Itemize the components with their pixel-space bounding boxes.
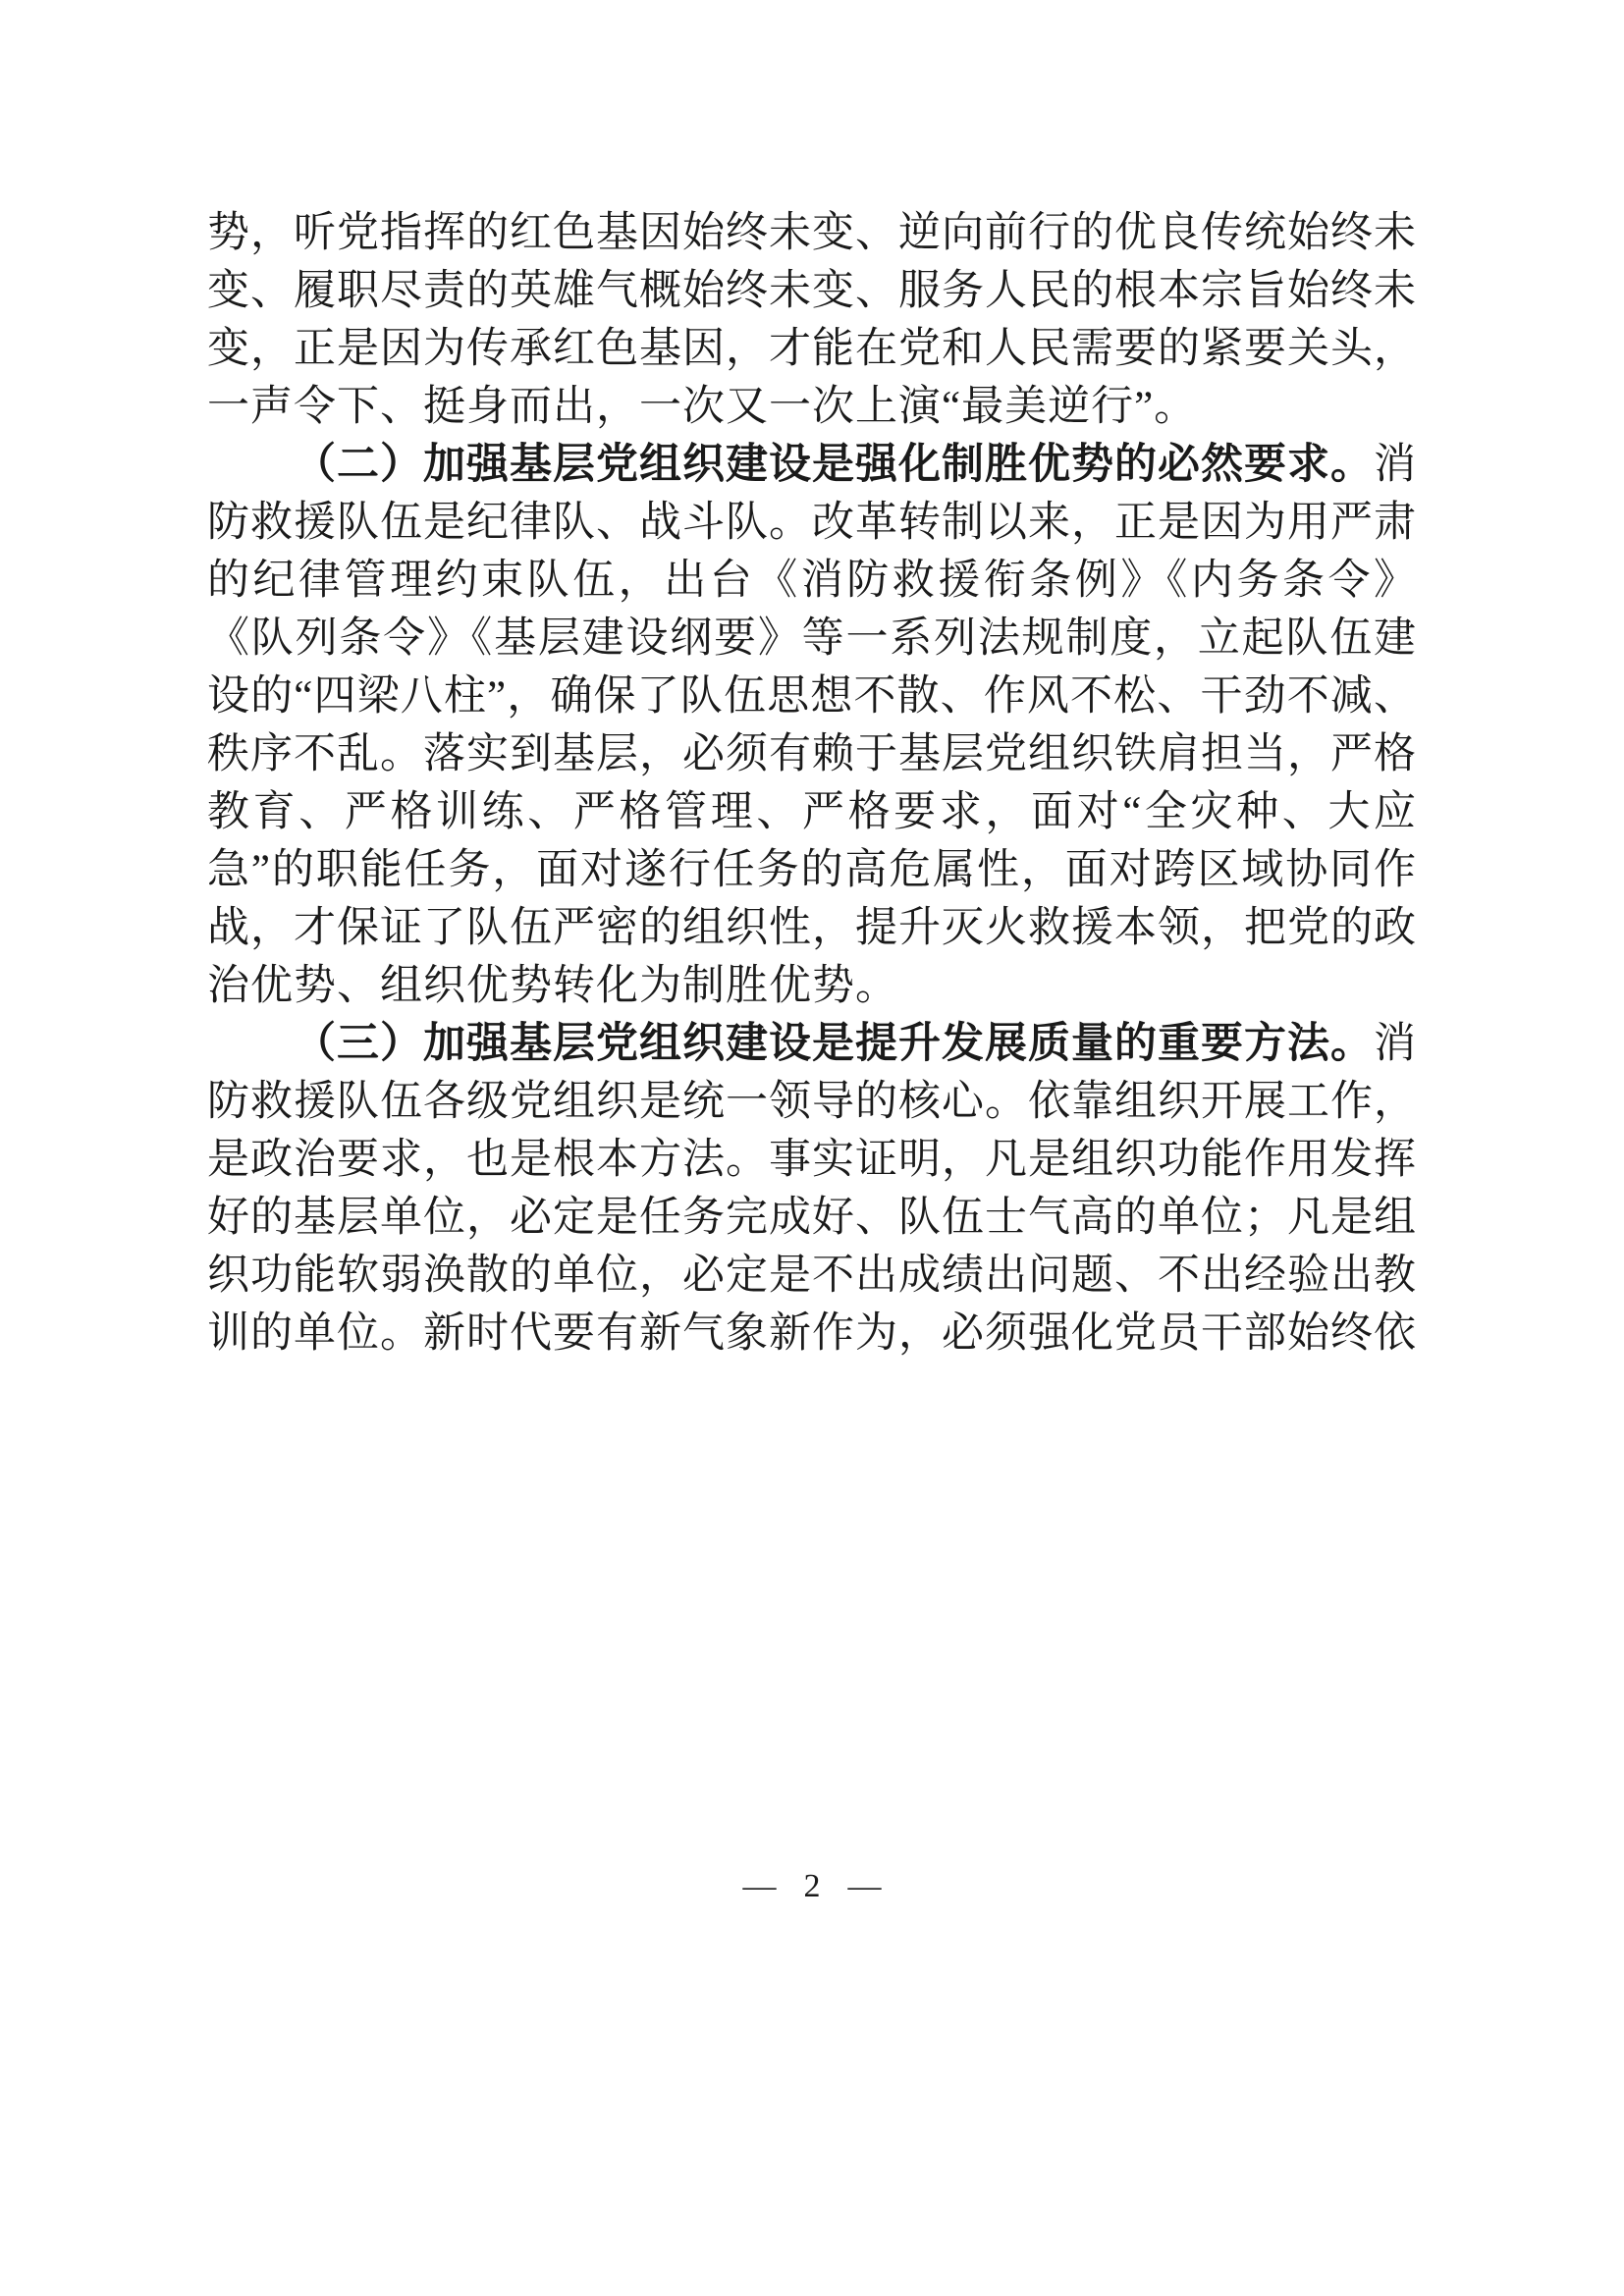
heading-run: （三）加强基层党组织建设是提升发展质量的重要方法。 (294, 1021, 1374, 1067)
text-run: 消防救援队伍各级党组织是统一领导的核心。依靠组织开展工作，是政治要求，也是根本方法。事实证明，凡是组织功能作用发挥好的基层单位，必定是任务完成好、队伍士气高的单位；凡是组织功能软弱涣散的单位，必定是不出成绩出问题、不出经验出教训的单位。新时代要有新气象新作为，必须强化党员干部始终依 (207, 1021, 1417, 1357)
heading-run: （二）加强基层党组织建设是强化制胜优势的必然要求。 (294, 442, 1374, 488)
paragraph (207, 204, 1417, 436)
footer-dash-right: — (847, 1868, 882, 1904)
document-body (207, 204, 1417, 1362)
page-number: 2 (803, 1868, 821, 1904)
footer-dash-left: — (742, 1868, 777, 1904)
page-footer (0, 1868, 1624, 1905)
text-run: 势，听党指挥的红色基因始终未变、逆向前行的优良传统始终未变、履职尽责的英雄气概始终未变、服务人民的根本宗旨始终未变，正是因为传承红色基因，才能在党和人民需要的紧要关头，一声令下、挺身而出，一次又一次上演“最美逆行”。 (207, 210, 1417, 430)
paragraph (207, 1015, 1417, 1362)
text-run: 消防救援队伍是纪律队、战斗队。改革转制以来，正是因为用严肃的纪律管理约束队伍，出台《消防救援衔条例》《内务条令》《队列条令》《基层建设纲要》等一系列法规制度，立起队伍建设的“四梁八柱”，确保了队伍思想不散、作风不松、干劲不减、秩序不乱。落实到基层，必须有赖于基层党组织铁肩担当，严格教育、严格训练、严格管理、严格要求，面对“全灾种、大应急”的职能任务，面对遂行任务的高危属性，面对跨区域协同作战，才保证了队伍严密的组织性，提升灭火救援本领，把党的政治优势、组织优势转化为制胜优势。 (207, 442, 1417, 1009)
paragraph (207, 436, 1417, 1015)
